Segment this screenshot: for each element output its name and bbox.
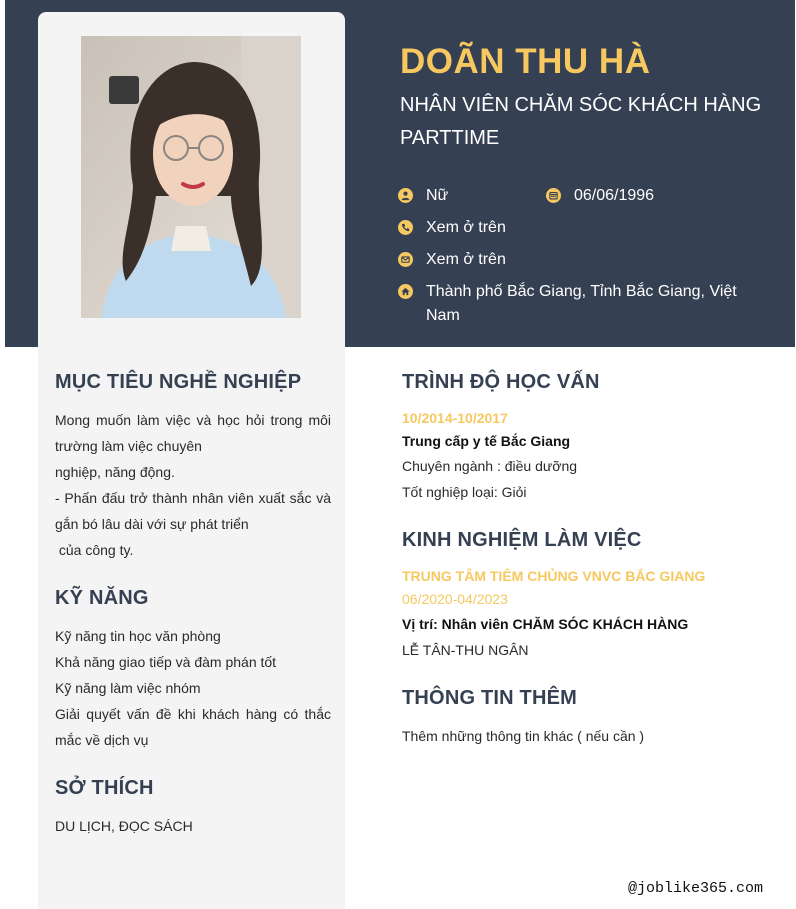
objective-line: của công ty. [55, 542, 134, 558]
calendar-icon [546, 188, 561, 203]
email-value: Xem ở trên [426, 251, 506, 268]
skill-item: Khả năng giao tiếp và đàm phán tốt [55, 654, 277, 670]
skill-item: Kỹ năng làm việc nhóm [55, 680, 201, 696]
envelope-icon [398, 252, 413, 267]
education-major: Chuyên ngành : điều dưỡng [402, 458, 578, 474]
experience-period: 06/2020-04/2023 [402, 591, 508, 607]
phone-value: Xem ở trên [426, 219, 506, 236]
hobbies-text: DU LỊCH, ĐỌC SÁCH [55, 818, 193, 834]
watermark: @joblike365.com [628, 880, 764, 897]
objective-line: nghiệp, năng động. [55, 464, 175, 480]
profile-photo [81, 36, 301, 318]
hobbies-title: SỞ THÍCH [55, 777, 154, 799]
phone-icon [398, 220, 413, 235]
objective-line: trường làm việc chuyên [55, 438, 202, 454]
skill-item: mắc về dịch vụ [55, 732, 149, 748]
birthday-value: 06/06/1996 [574, 187, 655, 204]
additional-text: Thêm những thông tin khác ( nếu cần ) [402, 728, 645, 744]
job-title: NHÂN VIÊN CHĂM SÓC KHÁCH HÀNG PARTTIME [400, 94, 762, 149]
address-value: Thành phố Bắc Giang, Tỉnh Bắc Giang, Việt Nam [426, 283, 737, 324]
skills-title: KỸ NĂNG [55, 587, 149, 609]
additional-title: THÔNG TIN THÊM [402, 687, 578, 709]
skill-item: Kỹ năng tin học văn phòng [55, 628, 221, 644]
education-period: 10/2014-10/2017 [402, 410, 508, 426]
candidate-name: DOÃN THU HÀ [400, 42, 651, 81]
education-school: Trung cấp y tế Bắc Giang [402, 433, 571, 449]
skills-list [55, 623, 331, 753]
address-row [398, 280, 738, 328]
experience-role: Vị trí: Nhân viên CHĂM SÓC KHÁCH HÀNG [402, 616, 689, 632]
home-icon [398, 284, 413, 299]
education-title: TRÌNH ĐỘ HỌC VẤN [402, 371, 600, 393]
user-icon [398, 188, 413, 203]
experience-title: KINH NGHIỆM LÀM VIỆC [402, 529, 642, 551]
objective-line: - Phấn đấu trở thành nhân viên xuất sắc và [55, 490, 331, 506]
experience-company: TRUNG TÂM TIÊM CHỦNG VNVC BẮC GIANG [402, 568, 706, 584]
email-row [398, 248, 738, 272]
objective-line: gắn bó lâu dài với sự phát triển [55, 516, 249, 532]
objective-title: MỤC TIÊU NGHỀ NGHIỆP [55, 371, 302, 393]
education-grade: Tốt nghiệp loại: Giỏi [402, 484, 527, 500]
experience-detail: LỄ TÂN-THU NGÂN [402, 642, 529, 658]
objective-line: Mong muốn làm việc và học hỏi trong môi [55, 412, 331, 428]
phone-row [398, 216, 738, 240]
gender-row [398, 184, 538, 208]
birthday-row [546, 184, 746, 208]
gender-value: Nữ [426, 187, 449, 204]
skill-item: Giải quyết vấn đề khi khách hàng có thắc [55, 706, 331, 722]
objective-text [55, 407, 331, 563]
